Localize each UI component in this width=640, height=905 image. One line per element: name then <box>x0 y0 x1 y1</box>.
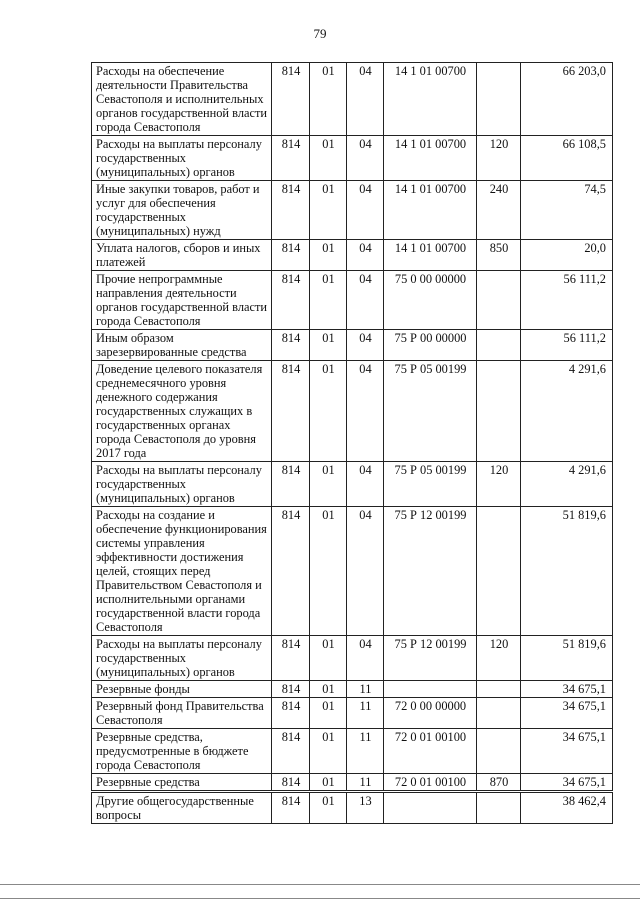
row-ministry: 814 <box>272 681 310 698</box>
row-expense-type <box>477 729 521 774</box>
row-expense-type: 850 <box>477 240 521 271</box>
row-subsection: 04 <box>347 136 384 181</box>
row-target: 72 0 01 00100 <box>384 729 477 774</box>
row-target: 75 Р 12 00199 <box>384 636 477 681</box>
row-amount: 20,0 <box>521 240 613 271</box>
row-ministry: 814 <box>272 181 310 240</box>
row-ministry: 814 <box>272 774 310 792</box>
row-subsection: 11 <box>347 774 384 792</box>
row-amount: 74,5 <box>521 181 613 240</box>
row-expense-type: 240 <box>477 181 521 240</box>
row-name: Расходы на выплаты персоналу государственных (муниципальных) органов <box>92 462 272 507</box>
row-amount: 4 291,6 <box>521 462 613 507</box>
table-row <box>92 774 613 792</box>
budget-table <box>91 62 613 824</box>
table-row <box>92 240 613 271</box>
row-section: 01 <box>310 698 347 729</box>
row-section: 01 <box>310 774 347 792</box>
row-expense-type: 120 <box>477 462 521 507</box>
row-name: Расходы на создание и обеспечение функционирования системы управления эффективности достижения целей, стоящих перед Правительством Севастополя и исполнительными органами государственной власти города Севастополя <box>92 507 272 636</box>
row-name: Другие общегосударственные вопросы <box>92 792 272 824</box>
row-name: Резервные фонды <box>92 681 272 698</box>
row-target: 14 1 01 00700 <box>384 136 477 181</box>
row-subsection: 04 <box>347 271 384 330</box>
row-expense-type <box>477 361 521 462</box>
table-row <box>92 361 613 462</box>
row-expense-type <box>477 681 521 698</box>
row-ministry: 814 <box>272 792 310 824</box>
row-amount: 34 675,1 <box>521 729 613 774</box>
row-section: 01 <box>310 181 347 240</box>
row-section: 01 <box>310 361 347 462</box>
row-target: 72 0 01 00100 <box>384 774 477 792</box>
row-target: 14 1 01 00700 <box>384 181 477 240</box>
row-section: 01 <box>310 240 347 271</box>
row-name: Резервные средства, предусмотренные в бюджете города Севастополя <box>92 729 272 774</box>
scan-edge-line <box>0 884 640 885</box>
row-name: Иные закупки товаров, работ и услуг для обеспечения государственных (муниципальных) нужд <box>92 181 272 240</box>
row-subsection: 13 <box>347 792 384 824</box>
row-amount: 56 111,2 <box>521 330 613 361</box>
row-ministry: 814 <box>272 462 310 507</box>
table-row <box>92 729 613 774</box>
row-expense-type <box>477 507 521 636</box>
table-row <box>92 330 613 361</box>
row-target: 72 0 00 00000 <box>384 698 477 729</box>
row-name: Резервный фонд Правительства Севастополя <box>92 698 272 729</box>
table-row <box>92 136 613 181</box>
row-subsection: 04 <box>347 63 384 136</box>
row-amount: 34 675,1 <box>521 681 613 698</box>
row-subsection: 11 <box>347 729 384 774</box>
row-ministry: 814 <box>272 136 310 181</box>
row-ministry: 814 <box>272 330 310 361</box>
row-ministry: 814 <box>272 361 310 462</box>
row-ministry: 814 <box>272 729 310 774</box>
row-subsection: 04 <box>347 330 384 361</box>
row-section: 01 <box>310 136 347 181</box>
row-name: Резервные средства <box>92 774 272 792</box>
row-ministry: 814 <box>272 271 310 330</box>
row-ministry: 814 <box>272 636 310 681</box>
row-amount: 51 819,6 <box>521 507 613 636</box>
row-target: 75 Р 00 00000 <box>384 330 477 361</box>
row-name: Иным образом зарезервированные средства <box>92 330 272 361</box>
table-row <box>92 63 613 136</box>
row-name: Уплата налогов, сборов и иных платежей <box>92 240 272 271</box>
row-target: 75 Р 05 00199 <box>384 361 477 462</box>
row-section: 01 <box>310 462 347 507</box>
row-subsection: 04 <box>347 462 384 507</box>
row-section: 01 <box>310 507 347 636</box>
row-subsection: 11 <box>347 681 384 698</box>
row-expense-type <box>477 698 521 729</box>
row-name: Прочие непрограммные направления деятельности органов государственной власти города Севастополя <box>92 271 272 330</box>
row-amount: 66 108,5 <box>521 136 613 181</box>
row-target: 14 1 01 00700 <box>384 240 477 271</box>
row-expense-type <box>477 63 521 136</box>
row-subsection: 04 <box>347 507 384 636</box>
row-ministry: 814 <box>272 63 310 136</box>
row-subsection: 04 <box>347 636 384 681</box>
row-name: Доведение целевого показателя среднемесячного уровня денежного содержания государственных служащих в государственных органах города Севастополя до уровня 2017 года <box>92 361 272 462</box>
row-subsection: 04 <box>347 181 384 240</box>
row-section: 01 <box>310 271 347 330</box>
row-name: Расходы на выплаты персоналу государственных (муниципальных) органов <box>92 636 272 681</box>
row-expense-type: 120 <box>477 136 521 181</box>
row-name: Расходы на обеспечение деятельности Правительства Севастополя и исполнительных органов государственной власти города Севастополя <box>92 63 272 136</box>
row-section: 01 <box>310 729 347 774</box>
row-amount: 51 819,6 <box>521 636 613 681</box>
row-section: 01 <box>310 792 347 824</box>
row-ministry: 814 <box>272 507 310 636</box>
row-amount: 34 675,1 <box>521 698 613 729</box>
row-section: 01 <box>310 330 347 361</box>
row-subsection: 11 <box>347 698 384 729</box>
row-target <box>384 792 477 824</box>
row-subsection: 04 <box>347 240 384 271</box>
table-row <box>92 636 613 681</box>
row-amount: 56 111,2 <box>521 271 613 330</box>
row-amount: 34 675,1 <box>521 774 613 792</box>
row-target: 14 1 01 00700 <box>384 63 477 136</box>
row-target: 75 Р 05 00199 <box>384 462 477 507</box>
row-ministry: 814 <box>272 698 310 729</box>
table-row <box>92 507 613 636</box>
row-ministry: 814 <box>272 240 310 271</box>
row-target <box>384 681 477 698</box>
row-section: 01 <box>310 681 347 698</box>
table-row <box>92 181 613 240</box>
page-number: 79 <box>313 26 327 41</box>
row-expense-type: 120 <box>477 636 521 681</box>
row-expense-type <box>477 792 521 824</box>
table-row <box>92 698 613 729</box>
row-expense-type <box>477 330 521 361</box>
row-target: 75 Р 12 00199 <box>384 507 477 636</box>
scan-edge-line <box>0 898 640 899</box>
row-amount: 38 462,4 <box>521 792 613 824</box>
row-amount: 66 203,0 <box>521 63 613 136</box>
row-target: 75 0 00 00000 <box>384 271 477 330</box>
table-row <box>92 681 613 698</box>
row-name: Расходы на выплаты персоналу государственных (муниципальных) органов <box>92 136 272 181</box>
row-section: 01 <box>310 636 347 681</box>
table-row <box>92 792 613 824</box>
row-expense-type: 870 <box>477 774 521 792</box>
row-subsection: 04 <box>347 361 384 462</box>
row-section: 01 <box>310 63 347 136</box>
table-row <box>92 462 613 507</box>
row-amount: 4 291,6 <box>521 361 613 462</box>
row-expense-type <box>477 271 521 330</box>
table-row <box>92 271 613 330</box>
